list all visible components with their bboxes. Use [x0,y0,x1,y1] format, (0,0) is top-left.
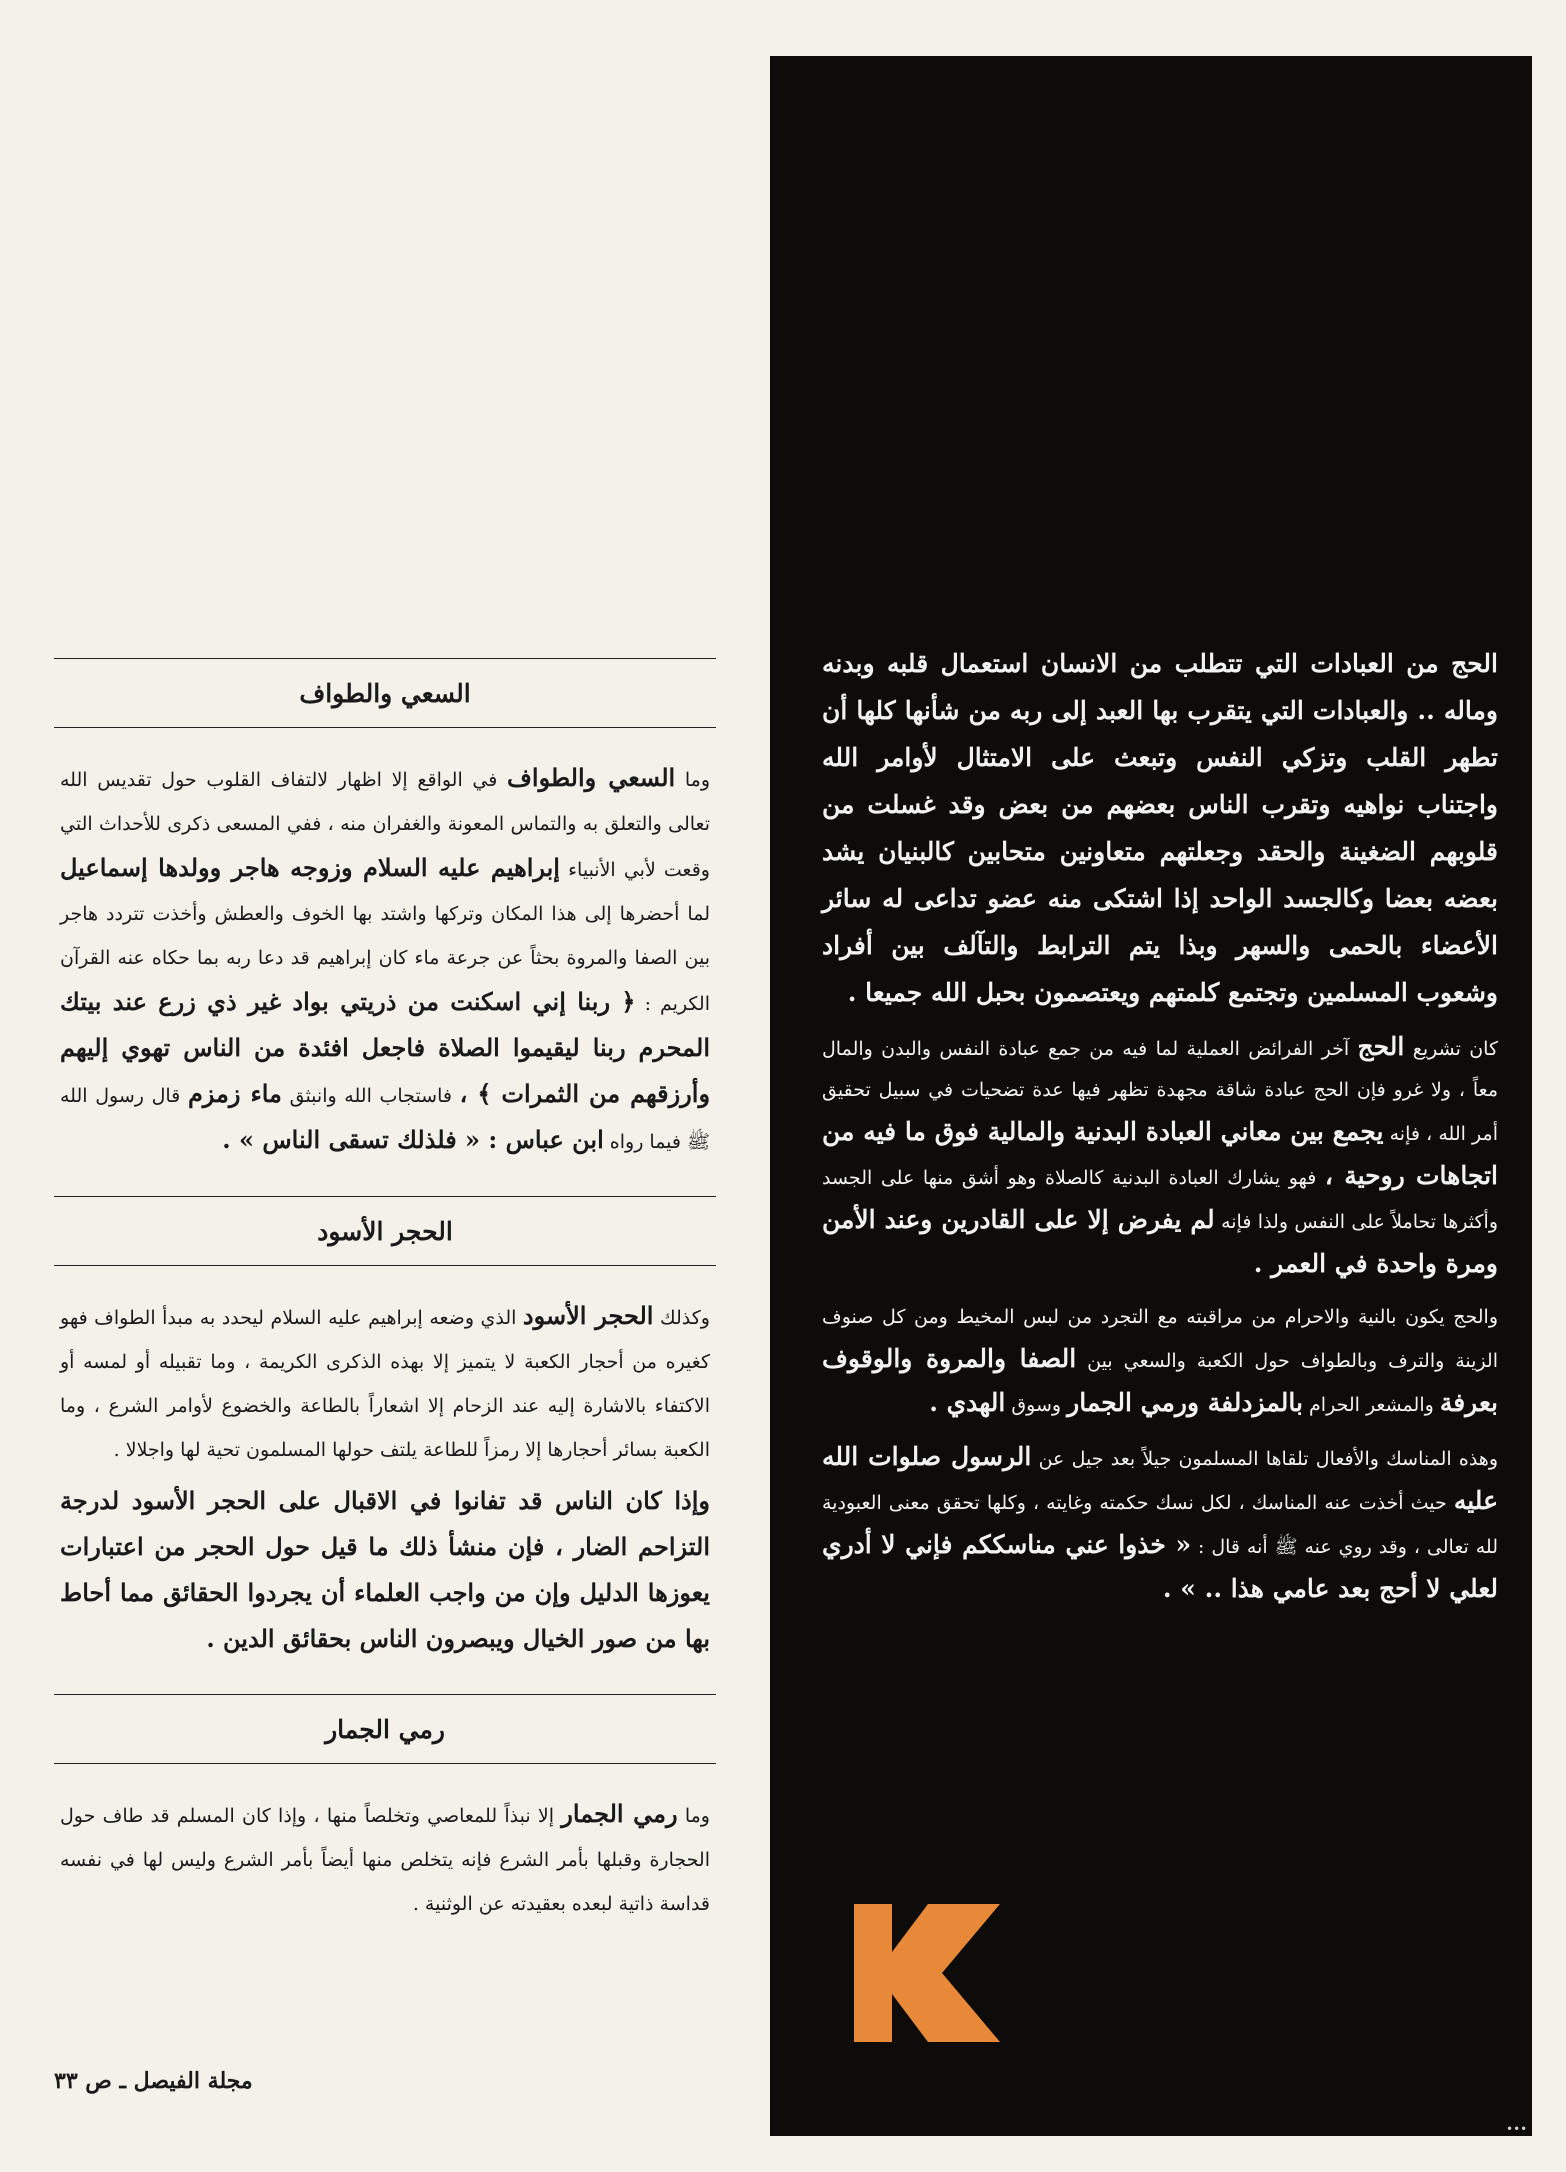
magazine-logo-icon [854,1904,1000,2042]
panel-paragraph-intro: الحج من العبادات التي تتطلب من الانسان استعمال قلبه وبدنه وماله .. والعبادات التي يتقرب بها العبد إلى ربه من شأنها كلها أن تطهر القلب وتزكي النفس وتبعث على الامتثال لأوامر الله واجتناب نواهيه وتقرب الناس بعضهم من بعض وقد غسلت من قلوبهم الضغينة والحقد وجعلتهم متعاونين متحابين كالبنيان يشد بعضه بعضا وكالجسد الواحد إذا اشتكى منه عضو تداعى له سائر الأعضاء بالحمى والسهر وبذا يتم الترابط والتآلف بين أفراد وشعوب المسلمين وتجتمع كلمتهم ويعتصمون بحبل الله جميعا . [822,649,1498,1007]
black-stone-paragraph-2: وإذا كان الناس قد تفانوا في الاقبال على الحجر الأسود لدرجة التزاحم الضار ، فإن منشأ ذلك ما قيل حول الحجر من اعتبارات يعوزها الدليل وإن من واجب العلماء أن يجردوا الحقائق مما أحاط بها من صور الخيال ويبصرون الناس بحقائق الدين . [60,1486,710,1653]
panel-article [822,640,1498,1622]
panel-paragraph-hadith: وهذه المناسك والأفعال تلقاها المسلمون جيلاً بعد جيل عن الرسول صلوات الله عليه حيث أخذت عنه المناسك ، لكل نسك حكمته وغايته ، وكلها تحقق معنى العبودية لله تعالى ، وقد روي عنه ﷺ أنه قال : « خذوا عني مناسككم فإني لا أدري لعلي لا أحج بعد عامي هذا .. » . [822,1442,1499,1603]
section-body-jamarat: وما رمي الجمار إلا نبذاً للمعاصي وتخلصاً منها ، وإذا كان المسلم قد طاف حول الحجارة وقبلها بأمر الشرع فإنه يتخلص منها أيضاً بأمر الشرع وليس لها في نفسه قداسة ذاتية لبعده بعقيدته عن الوثنية . [60,1799,710,1915]
section-title-jamarat: رمي الجمار [325,1714,445,1744]
section-body-sai-tawaf: وما السعي والطواف في الواقع إلا اظهار لالتفاف القلوب حول تقديس الله تعالى والتعلق به والتماس المعونة والغفران منه ، ففي المسعى ذكرى للأحداث التي وقعت لأبي الأنبياء إبراهيم عليه السلام وزوجه هاجر وولدها إسماعيل لما أحضرها إلى هذا المكان وتركها واشتد بها الخوف والعطش وأخذت تتردد هاجر بين الصفا والمروة بحثاً عن جرعة ماء كان إبراهيم قد دعا ربه بما حكاه عنه القرآن الكريم : ﴿ ربنا إني اسكنت من ذريتي بواد غير ذي زرع عند بيتك المحرم ربنا ليقيموا الصلاة فاجعل افئدة من الناس تهوي إليهم وأرزقهم من الثمرات ﴾ ، فاستجاب الله وانبثق ماء زمزم قال رسول الله ﷺ فيما رواه ابن عباس : « فلذلك تسقى الناس » . [60,763,711,1154]
panel-paragraph-rites: والحج يكون بالنية والاحرام من مراقبته مع التجرد من لبس المخيط ومن كل صنوف الزينة والترف وبالطواف حول الكعبة والسعي بين الصفا والمروة والوقوف بعرفة والمشعر الحرام بالمزدلفة ورمي الجمار وسوق الهدي . [822,1306,1499,1417]
left-column [54,658,716,1936]
section-title-black-stone: الحجر الأسود [317,1216,453,1246]
panel-paragraph-legislation: كان تشريع الحج آخر الفرائض العملية لما فيه من جمع عبادة النفس والبدن والمال معاً ، ولا غرو فإن الحج عبادة شاقة مجهدة تظهر فيها عدة تضحيات في سبيل تحقيق أمر الله ، فإنه يجمع بين معاني العبادة البدنية والمالية فوق ما فيه من اتجاهات روحية ، فهو يشارك العبادة البدنية كالصلاة وهو أشق منها على الجسد وأكثرها تحاملاً على النفس ولذا فإنه لم يفرض إلا على القادرين وعند الأمن ومرة واحدة في العمر . [822,1032,1498,1278]
corner-mark: ••• [1506,2122,1528,2136]
section-body-black-stone: وكذلك الحجر الأسود الذي وضعه إبراهيم عليه السلام ليحدد به مبدأ الطواف فهو كغيره من أحجار الكعبة لا يتميز إلا بهذه الذكرى الكريمة ، وما تقبيله أو لمسه أو الاكتفاء بالاشارة إليه عند الزحام إلا اشعاراً بالطاعة والخضوع لأوامر الشرع ، وما الكعبة بسائر أحجارها إلا رمزاً للطاعة يلتف حولها المسلمون تحية لها واجلالا . وإذا كان الناس قد تفانوا في الاقبال على الحجر الأسود لدرجة التزاحم الضار ، فإن منشأ ذلك ما قيل حول الحجر من اعتبارات يعوزها الدليل وإن من واجب العلماء أن يجردوا الحقائق مما أحاط بها من صور الخيال ويبصرون الناس بحقائق الدين . [54,1266,716,1672]
section-title-sai-tawaf: السعي والطواف [299,678,471,708]
page-footer: مجلة الفيصل ـ ص ٣٣ [54,2068,253,2094]
